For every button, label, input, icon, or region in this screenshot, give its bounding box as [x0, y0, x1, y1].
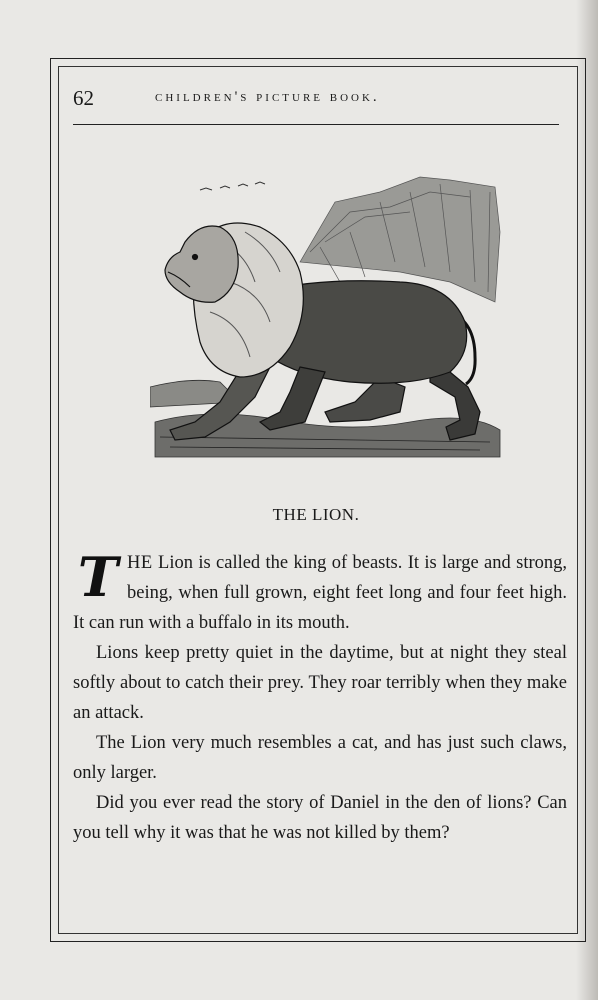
header-rule — [73, 124, 559, 125]
paragraph-1-text: Lion is called the king of beasts. It is large and strong, being, when full grown, eight feet long and four feet high. It can run with a buffalo in its mouth. — [73, 553, 567, 633]
paragraph-2: Lions keep pretty quiet in the daytime, but at night they steal softly about to catch their prey. They roar terribly when they make an attack. — [73, 643, 567, 723]
paragraph-1-caps: HE — [127, 553, 153, 573]
lion-illustration — [150, 172, 505, 467]
drop-cap: T — [77, 545, 119, 609]
illustration-caption: THE LION. — [272, 505, 360, 524]
page-header — [73, 86, 563, 110]
paragraph-3: The Lion very much resembles a cat, and has just such claws, only larger. — [73, 733, 567, 783]
paragraph-4: Did you ever read the story of Daniel in the den of lions? Can you tell why it was that he was not killed by them? — [73, 793, 567, 843]
paragraph-1 — [73, 545, 567, 638]
birds — [200, 182, 265, 190]
page-number: 62 — [73, 86, 94, 110]
article-body — [73, 545, 567, 848]
running-head: children's picture book. — [155, 89, 380, 105]
